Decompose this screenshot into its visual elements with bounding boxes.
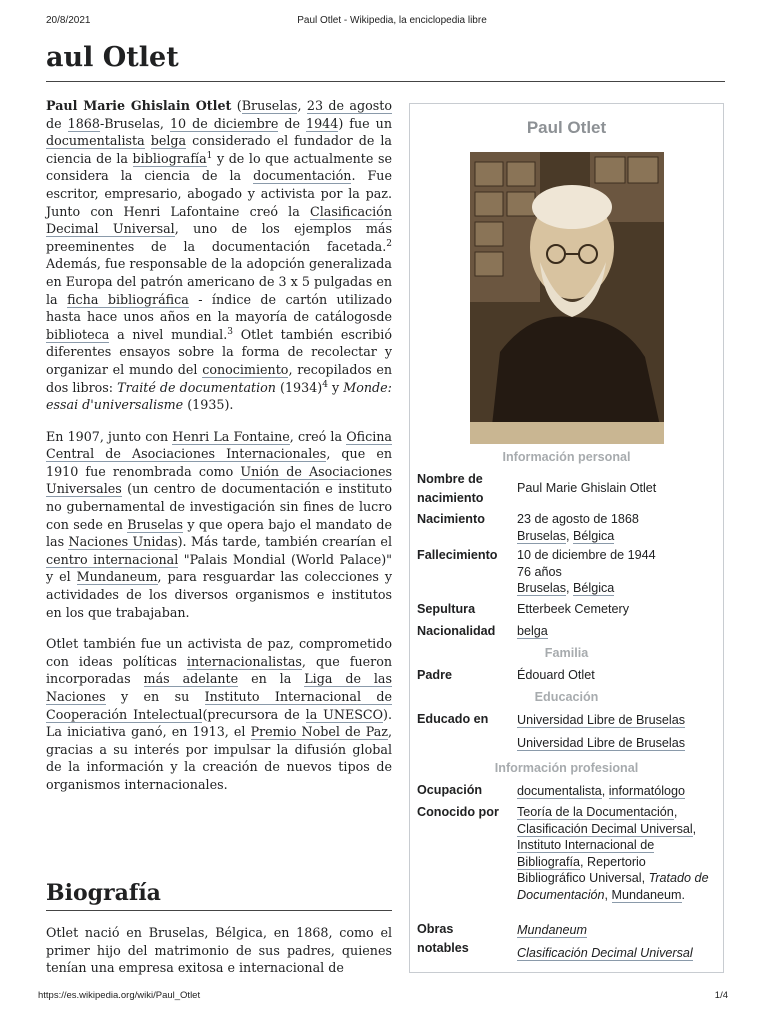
link-centro-internacional[interactable]: centro internacional <box>46 551 179 567</box>
value-conocido-4: Repertorio Bibliográfico Universal <box>517 854 646 885</box>
link-unesco[interactable]: la UNESCO <box>305 706 384 722</box>
value-ocupacion: documentalista, informatólogo <box>517 784 686 798</box>
value-fallecimiento-date: 10 de diciembre de 1944 <box>517 548 656 562</box>
link-educado-1[interactable]: Universidad Libre de Bruselas <box>517 713 686 727</box>
title-divider-right <box>390 81 725 82</box>
intro-paragraph-2: En 1907, junto con Henri La Fontaine, creó la Oficina Central de Asociaciones Internacionales, que en 1910 fue renombrada como Unión de Asociaciones Universales (un centro de documentación e instituto no gubernamental de investigación sin fines de lucro con sede en Bruselas y que opera bajo el mandato de las Naciones Unidas). Más tarde, también crearían el centro internacional "Palais Mondial (World Palace)" y el Mundaneum, para resguardar las colecciones y actividades de los diversos organismos e institutos en los que trabajaban. <box>46 428 392 620</box>
print-url: https://es.wikipedia.org/wiki/Paul_Otlet <box>38 990 201 1001</box>
print-document-title: Paul Otlet - Wikipedia, la enciclopedia libre <box>297 15 487 26</box>
value-educado-en <box>517 712 715 751</box>
value-nacionalidad <box>517 623 715 640</box>
value-nacimiento: 23 de agosto de 1868 Bruselas, Bélgica <box>517 512 639 543</box>
portrait-photo <box>470 152 664 444</box>
link-bruselas-2[interactable]: Bruselas <box>127 516 184 532</box>
label-conocido-por: Conocido por <box>417 805 499 819</box>
link-conocimiento[interactable]: conocimiento <box>202 361 289 377</box>
link-henri-la-fontaine[interactable]: Henri La Fontaine <box>172 428 290 444</box>
label-sepultura: Sepultura <box>417 602 476 616</box>
biografia-paragraph-1: Otlet nació en Bruselas, Bélgica, en 1868, como el primer hijo del matrimonio de sus padres, quienes tenían una empresa exitosa e internacional de <box>46 925 392 976</box>
value-obras-notables <box>517 922 715 961</box>
label-obras-line1: Obras <box>417 922 454 936</box>
value-nacimiento-date: 23 de agosto de 1868 <box>517 512 639 526</box>
link-naciones-unidas[interactable]: Naciones Unidas <box>68 534 178 550</box>
link-fallecimiento-country[interactable]: Bélgica <box>573 581 615 595</box>
section-informacion-profesional: Información profesional <box>494 761 639 775</box>
value-fallecimiento-age: 76 años <box>517 564 562 579</box>
link-ocupacion-2[interactable]: informatólogo <box>608 784 686 798</box>
link-fallecimiento-city[interactable]: Bruselas <box>517 581 566 595</box>
section-heading-biografia: Biografía <box>46 880 161 906</box>
article-intro <box>46 97 392 808</box>
link-bruselas[interactable]: Bruselas <box>241 98 298 113</box>
link-belga[interactable]: belga <box>150 133 187 149</box>
section-informacion-personal: Información personal <box>502 450 631 464</box>
link-conocido-3[interactable]: Instituto Internacional de Bibliografía <box>517 838 655 869</box>
label-nombre-line2: nacimiento <box>417 491 484 505</box>
title-divider <box>46 81 390 82</box>
link-nacimiento-country[interactable]: Bélgica <box>573 528 615 543</box>
link-documentalista[interactable]: documentalista <box>46 133 145 149</box>
link-documentacion[interactable]: documentación <box>253 168 352 184</box>
value-sepultura: Etterbeek Cemetery <box>517 602 629 616</box>
link-premio-nobel[interactable]: Premio Nobel de Paz <box>250 724 388 740</box>
link-1868[interactable]: 1868 <box>67 115 100 131</box>
intro-paragraph-1: Paul Marie Ghislain Otlet (Bruselas, 23 de agosto de 1868-Bruselas, 10 de diciembre de 1944) fue un documentalista belga considerado el fundador de la ciencia de la bibliografía$^1$ y de lo que actualmente se considera la ciencia de la documentación. Fue escritor, empresario, abogado y activista por la paz. Junto con Henri Lafontaine creó la Clasificación Decimal Universal, uno de los ejemplos más preeminentes de la documentación facetada.$^2$ Además, fue responsable de la adopción generalizada en Europa del patrón americano de 3 x 5 pulgadas en la ficha bibliográfica - índice de cartón utilizado hasta hace unos años en la mayoría de catálogosde biblioteca a nivel mundial.$^3$ Otlet también escribió diferentes ensayos sobre la forma de recolectar y organizar el mundo del conocimiento, recopilados en dos libros: Traité de documentation $(1934)^4$ y Monde: essai d'universalisme (1935). <box>46 98 393 413</box>
label-fallecimiento: Fallecimiento <box>417 548 498 562</box>
print-page-number: 1/4 <box>714 990 728 1001</box>
link-conocido-6[interactable]: Mundaneum <box>611 887 682 902</box>
value-conocido-por: Teoría de la Documentación, Clasificación Decimal Universal, Instituto Internacional de Bibliografía, Repertorio Bibliográfico Universal, Tratado de Documentación, Mundaneum. <box>517 805 709 902</box>
section-educacion: Educación <box>534 690 599 704</box>
label-obras-line2: notables <box>417 941 469 955</box>
label-nacionalidad: Nacionalidad <box>417 624 496 638</box>
intro-paragraph-3: Otlet también fue un activista de paz, comprometido con ideas políticas internacionalistas, que fueron incorporadas más adelante en la Liga de las Naciones y en su Instituto Internacional de Cooperación Intelectual(precursora de la UNESCO). La iniciativa ganó, en 1913, el Premio Nobel de Paz, gracias a su interés por impulsar la difusión global de la información y la creación de nuevos tipos de organismos internacionales. <box>46 636 393 792</box>
page-title: aul Otlet <box>46 42 179 73</box>
link-educado-2[interactable]: Universidad Libre de Bruselas <box>517 735 686 750</box>
link-cdu[interactable]: Clasificación Decimal Universal <box>46 203 392 237</box>
link-nacionalidad[interactable]: belga <box>517 624 548 638</box>
value-nombre-nacimiento: Paul Marie Ghislain Otlet <box>517 481 657 495</box>
link-instituto-cooperacion[interactable]: Instituto Internacional de Cooperación Intelectual <box>46 689 392 722</box>
link-bruselas-3[interactable]: Bruselas <box>148 925 205 940</box>
label-padre: Padre <box>417 668 453 682</box>
section-divider <box>46 910 392 911</box>
link-conocido-2[interactable]: Clasificación Decimal Universal <box>517 821 693 836</box>
section-familia: Familia <box>544 646 589 660</box>
link-liga-naciones[interactable]: Liga de las Naciones <box>46 671 393 704</box>
infobox <box>409 103 724 973</box>
link-bibliografia[interactable]: bibliografía <box>132 150 207 166</box>
print-date: 20/8/2021 <box>46 15 91 26</box>
label-nacimiento: Nacimiento <box>417 512 485 526</box>
print-footer <box>38 990 728 1004</box>
value-padre: Édouard Otlet <box>517 668 595 682</box>
infobox-title: Paul Otlet <box>526 118 607 137</box>
link-ocupacion-1[interactable]: documentalista <box>517 784 602 798</box>
link-conocido-1[interactable]: Teoría de la Documentación <box>517 805 674 819</box>
link-internacionalistas[interactable]: internacionalistas <box>186 653 302 669</box>
value-conocido-5: Tratado de Documentación <box>517 871 709 902</box>
label-nombre-nacimiento <box>417 470 483 508</box>
value-fallecimiento: 10 de diciembre de 1944 76 años Bruselas, Bélgica <box>517 548 656 595</box>
label-nombre-line1: Nombre de <box>417 472 483 486</box>
link-23-agosto[interactable]: 23 de agosto <box>306 98 392 113</box>
link-10-diciembre[interactable]: 10 de diciembre <box>169 115 279 131</box>
link-mundaneum[interactable]: Mundaneum <box>76 569 158 585</box>
label-ocupacion: Ocupación <box>417 783 483 797</box>
link-1944[interactable]: 1944 <box>306 115 339 131</box>
link-nacimiento-city[interactable]: Bruselas <box>517 528 566 543</box>
label-educado-en: Educado en <box>417 712 489 726</box>
link-biblioteca[interactable]: biblioteca <box>46 326 110 342</box>
link-obras-1[interactable]: Mundaneum <box>517 923 588 937</box>
link-oficina-central[interactable]: Oficina Central de Asociaciones Internacionales <box>46 428 392 462</box>
link-union-asociaciones[interactable]: Unión de Asociaciones Universales <box>46 463 392 497</box>
portrait-illustration <box>470 152 664 444</box>
label-obras-notables <box>417 920 469 958</box>
link-ficha-bibliografica[interactable]: ficha bibliográfica <box>67 291 189 307</box>
print-header <box>46 15 738 29</box>
link-mas-adelante[interactable]: más adelante <box>143 671 239 687</box>
link-obras-2[interactable]: Clasificación Decimal Universal <box>517 945 693 960</box>
